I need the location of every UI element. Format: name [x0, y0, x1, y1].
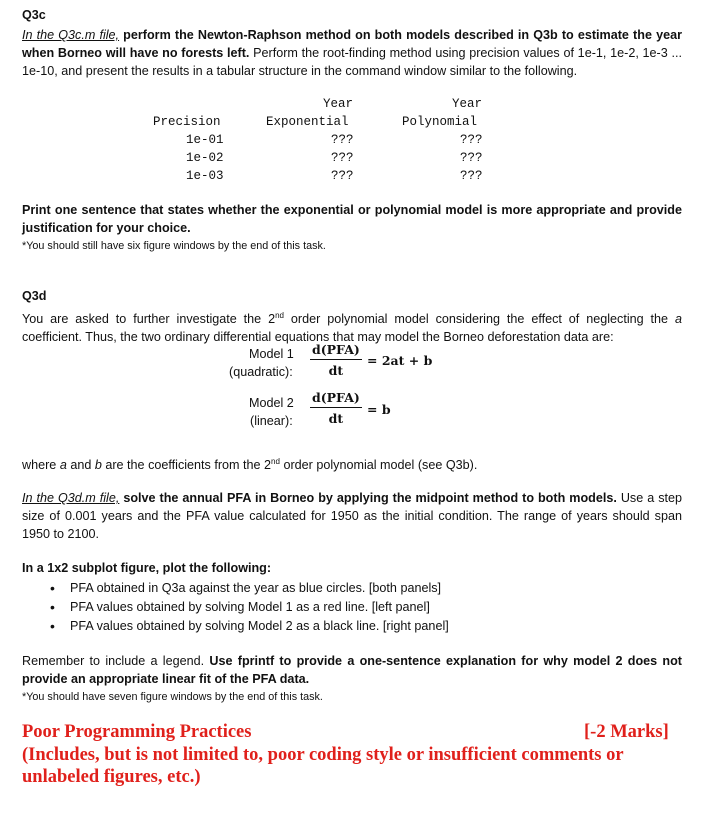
intro-text-b: order polynomial model considering the effect of neglecting the [284, 312, 675, 327]
table-cell-poly: ??? [460, 151, 483, 165]
q3c-file-ref: In the Q3c.m file, [22, 28, 120, 42]
where-text-c: order polynomial model (see Q3b). [279, 458, 478, 473]
q3d-file-ref: In the Q3d.m file, [22, 491, 120, 505]
q3c-note: *You should still have six figure windows by the end of this task. [22, 240, 326, 252]
table-cell-precision: 1e-01 [186, 133, 224, 147]
col3-header: Polynomial [402, 115, 478, 129]
table-cell-precision: 1e-02 [186, 151, 224, 165]
model2-den: dt [328, 411, 344, 426]
model1-label: Model 1 [249, 347, 294, 361]
intro-sup: nd [275, 311, 284, 320]
col2-header-top: Year [323, 97, 354, 111]
col1-header: Precision [153, 115, 221, 129]
model1-fraction [310, 342, 362, 378]
model2-label: Model 2 [249, 396, 294, 410]
model1-rhs: = 2at + b [367, 353, 433, 368]
table-cell-poly: ??? [460, 133, 483, 147]
q3d-heading: Q3d [22, 289, 47, 303]
poor-practices-marks: [-2 Marks] [584, 722, 669, 742]
model2-num: d(PFA) [310, 390, 362, 408]
q3c-instructions [22, 26, 682, 81]
q3d-solve [22, 489, 682, 544]
bullet-list [50, 579, 449, 636]
model1-sub: (quadratic): [229, 365, 293, 379]
list-item: • PFA values obtained by solving Model 1 as a red line. [left panel] [50, 598, 449, 617]
poor-practices-detail: (Includes, but is not limited to, poor coding style or insufficient comments or unlabeled figures, etc.) [22, 745, 624, 787]
where-var-b: b [94, 458, 102, 473]
table-cell-exp: ??? [331, 133, 354, 147]
q3d-solve-rest: Use a step size of 0.001 years and the PFA value calculated for 1950 as the initial condition. The range of years should span 1950 to 2100. [22, 491, 682, 542]
q3c-heading: Q3c [22, 8, 46, 22]
table-cell-exp: ??? [331, 169, 354, 183]
remember-text: Remember to include a legend. [22, 654, 210, 668]
q3c-bold-instruction: perform the Newton-Raphson method on both models described in Q3b to estimate the year when Borneo will have no forests left. [22, 28, 682, 61]
remember-bold: Use fprintf to provide a one-sentence explanation for why model 2 does not provide an appropriate linear fit of the PFA data. [22, 654, 683, 687]
q3d-intro [22, 307, 682, 347]
q3d-note: *You should have seven figure windows by the end of this task. [22, 691, 323, 703]
table-cell-exp: ??? [331, 151, 354, 165]
q3d-solve-bold: solve the annual PFA in Borneo by applying the midpoint method to both models. [119, 491, 617, 505]
q3d-remember [22, 652, 682, 688]
table-cell-poly: ??? [460, 169, 483, 183]
model1-num: d(PFA) [310, 342, 362, 360]
model2-fraction [310, 390, 362, 426]
model2-rhs: = b [367, 402, 391, 417]
col3-header-top: Year [452, 97, 483, 111]
where-sup: nd [271, 457, 280, 466]
where-var-a: a [59, 458, 67, 473]
model2-sub: (linear): [250, 414, 293, 428]
list-item: • PFA values obtained by solving Model 2 as a black line. [right panel] [50, 617, 449, 636]
q3c-instruction-rest: Perform the root-finding method using precision values of 1e-1, 1e-2, 1e-3 ... 1e-10, and present the results in a tabular structure in the command window similar to the following. [22, 46, 682, 79]
intro-text-c: coefficient. Thus, the two ordinary differential equations that may model the Borneo deforestation data are: [22, 330, 614, 345]
where-and: and [66, 458, 95, 473]
model1-den: dt [328, 363, 344, 378]
where-text: where [22, 458, 60, 473]
q3c-print-sentence: Print one sentence that states whether the exponential or polynomial model is more appropriate and provide justification for your choice. [22, 203, 682, 236]
intro-var-a: a [674, 312, 682, 327]
table-cell-precision: 1e-03 [186, 169, 224, 183]
list-item: • PFA obtained in Q3a against the year as blue circles. [both panels] [50, 579, 449, 598]
q3d-where [22, 453, 682, 474]
where-text-b: are the coefficients from the 2 [101, 458, 272, 473]
subplot-heading: In a 1x2 subplot figure, plot the following: [22, 561, 272, 575]
col2-header: Exponential [266, 115, 349, 129]
intro-text: You are asked to further investigate the 2 [22, 312, 276, 327]
poor-practices-title: Poor Programming Practices [22, 722, 252, 742]
